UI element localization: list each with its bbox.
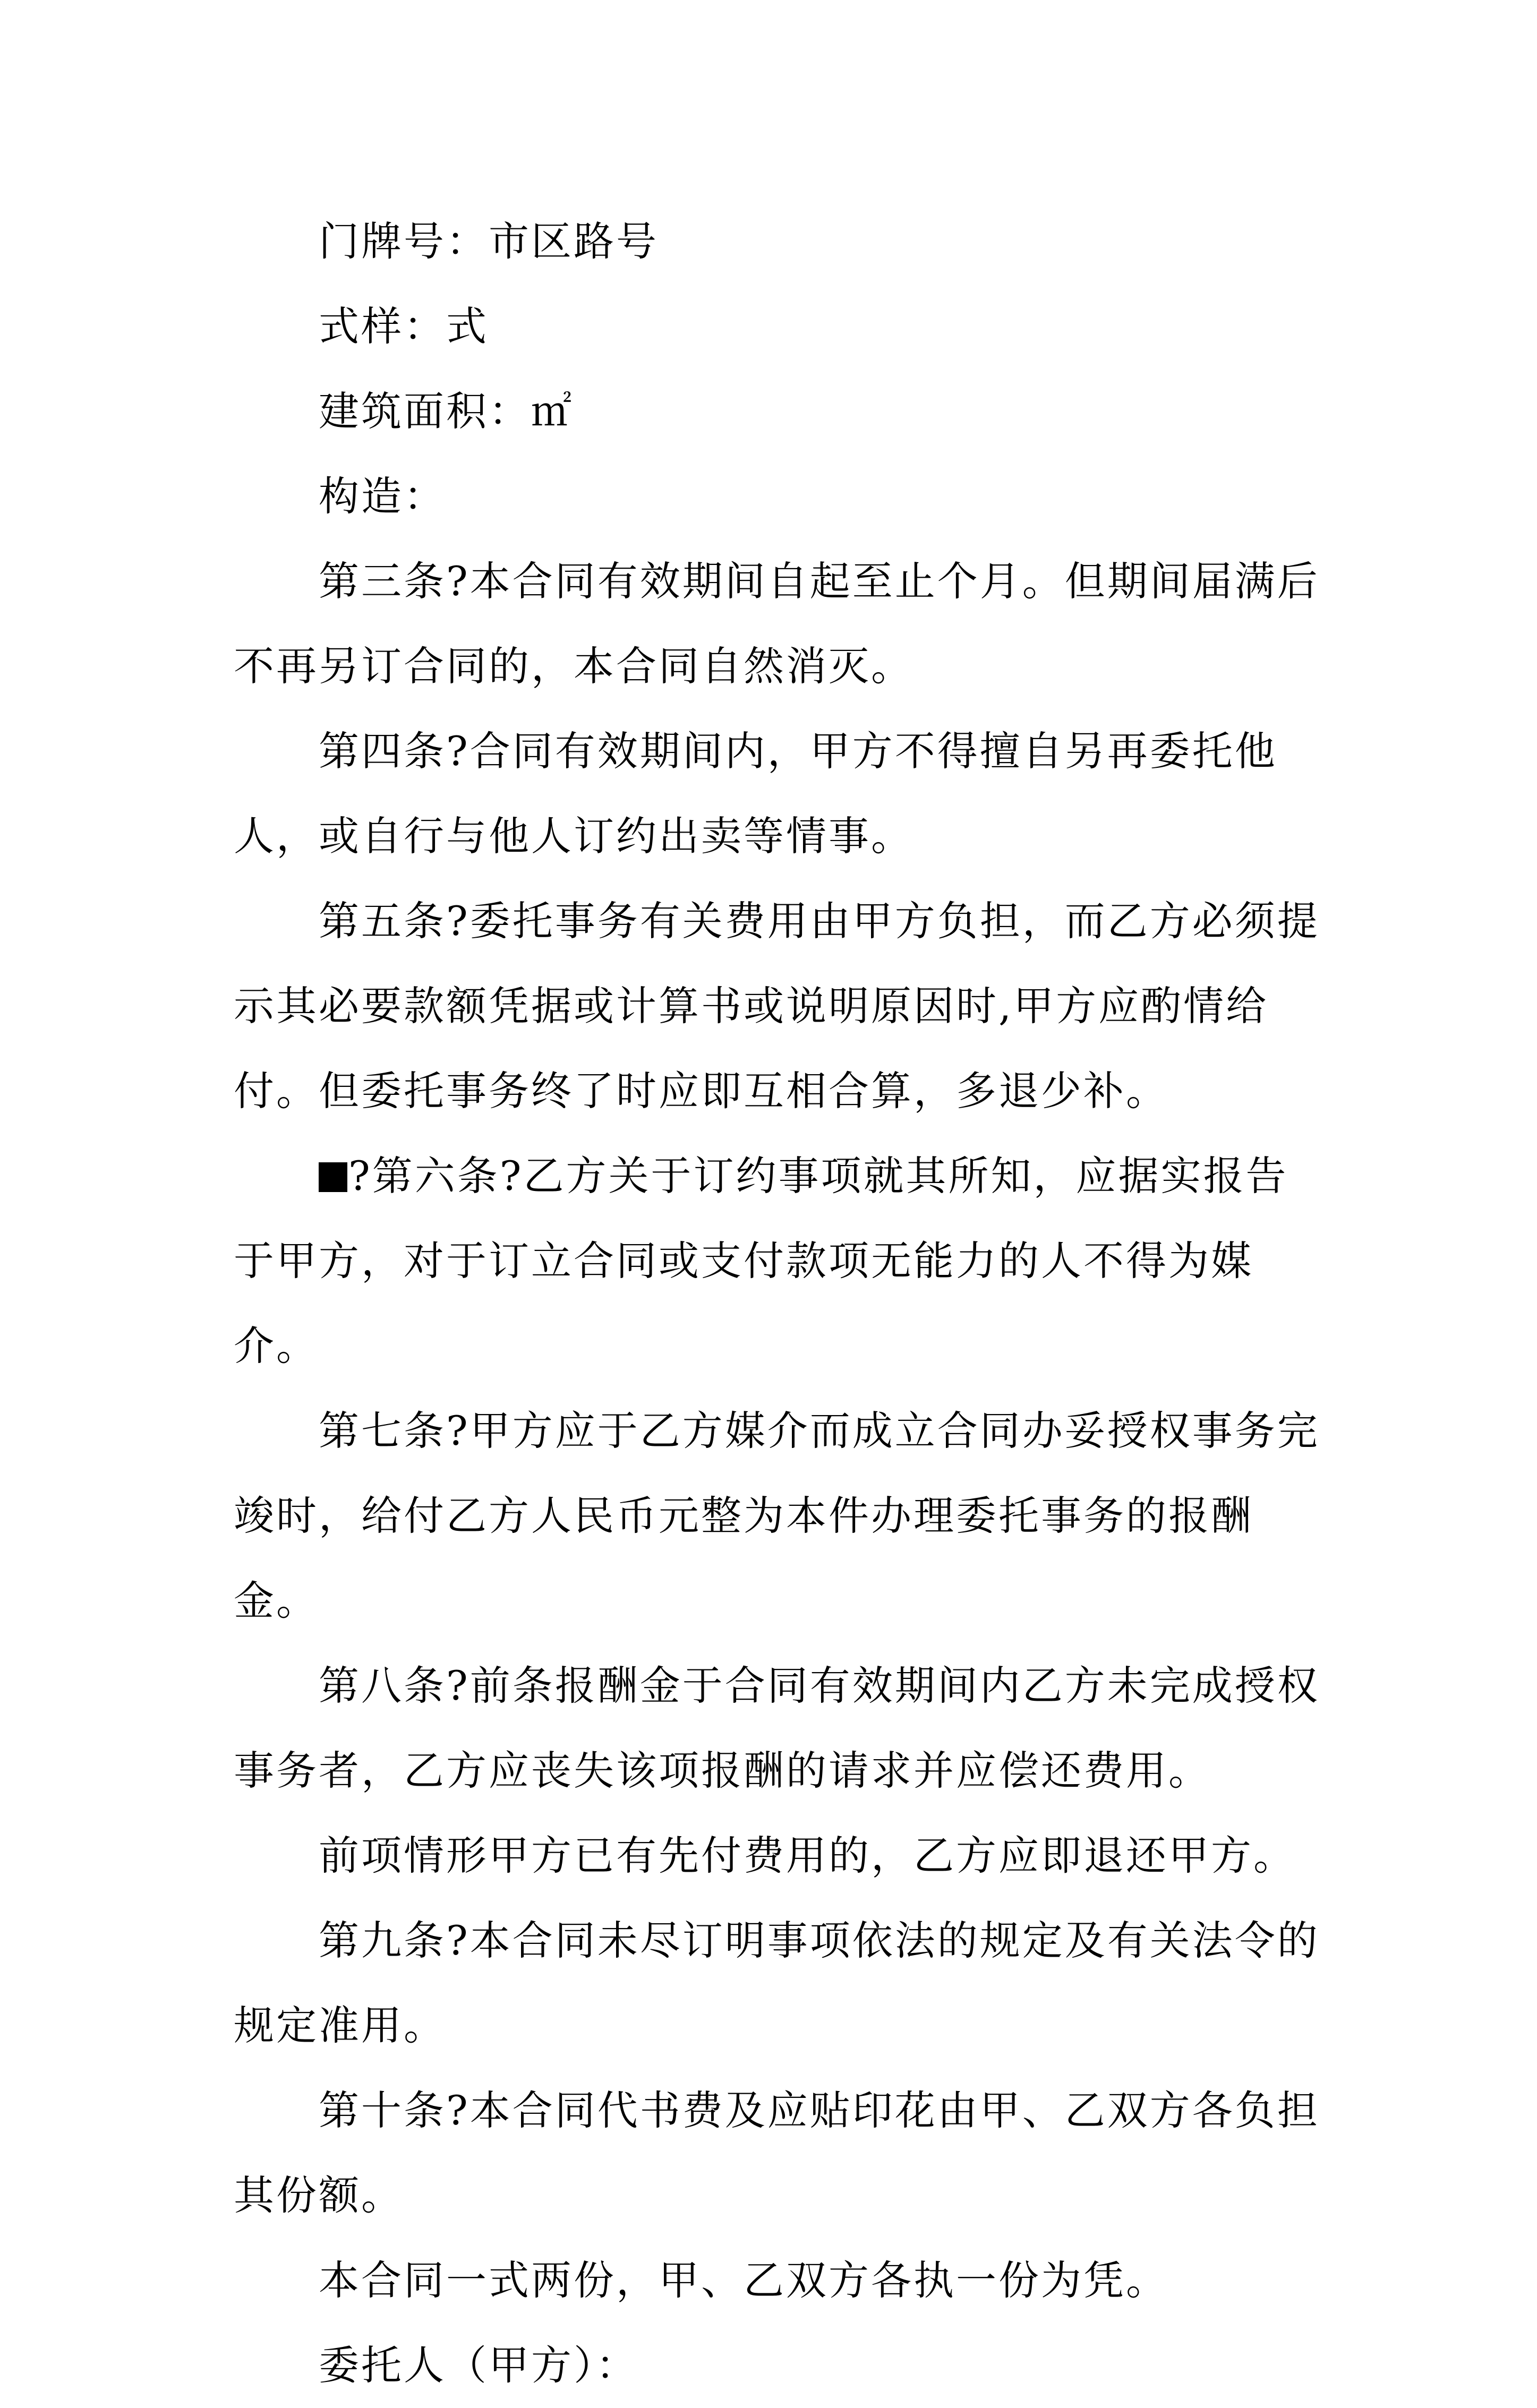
article-6-text: ?第六条?乙方关于订约事项就其所知，应据实报告于甲方，对于订立合同或支付款项无能力的人不得为媒介。 <box>234 1152 1288 1369</box>
principal-party-a-label: 委托人（甲方）： <box>319 2342 638 2389</box>
article-4: 第四条?合同有效期间内，甲方不得擅自另再委托他人，或自行与他人订约出卖等情事。 <box>234 727 1277 860</box>
article-9: 第九条?本合同未尽订明事项依法的规定及有关法令的规定准用。 <box>234 1917 1320 2049</box>
article-8: 第八条?前条报酬金于合同有效期间内乙方未完成授权事务者，乙方应丧失该项报酬的请求并应偿还费用。 <box>234 1662 1320 1794</box>
black-square-marker <box>319 1162 347 1192</box>
contract-body <box>234 199 1328 2408</box>
article-8-supplement: 前项情形甲方已有先付费用的，乙方应即退还甲方。 <box>319 1832 1296 1879</box>
copies-clause: 本合同一式两份，甲、乙双方各执一份为凭。 <box>319 2257 1168 2304</box>
style-line: 式样：式 <box>319 303 489 350</box>
structure-line: 构造： <box>319 473 446 520</box>
article-7: 第七条?甲方应于乙方媒介而成立合同办妥授权事务完竣时，给付乙方人民币元整为本件办理委托事务的报酬金。 <box>234 1407 1320 1624</box>
floor-area-line: 建筑面积：㎡ <box>319 388 574 435</box>
address-line: 门牌号：市区路号 <box>319 218 659 265</box>
article-6 <box>234 1134 1328 1389</box>
article-5: 第五条?委托事务有关费用由甲方负担，而乙方必须提示其必要款额凭据或计算书或说明原因时,甲方应酌情给付。但委托事务终了时应即互相合算，多退少补。 <box>234 897 1320 1115</box>
article-3: 第三条?本合同有效期间自起至止个月。但期间届满后不再另订合同的，本合同自然消灭。 <box>234 558 1320 690</box>
article-10: 第十条?本合同代书费及应贴印花由甲、乙双方各负担其份额。 <box>234 2087 1320 2219</box>
